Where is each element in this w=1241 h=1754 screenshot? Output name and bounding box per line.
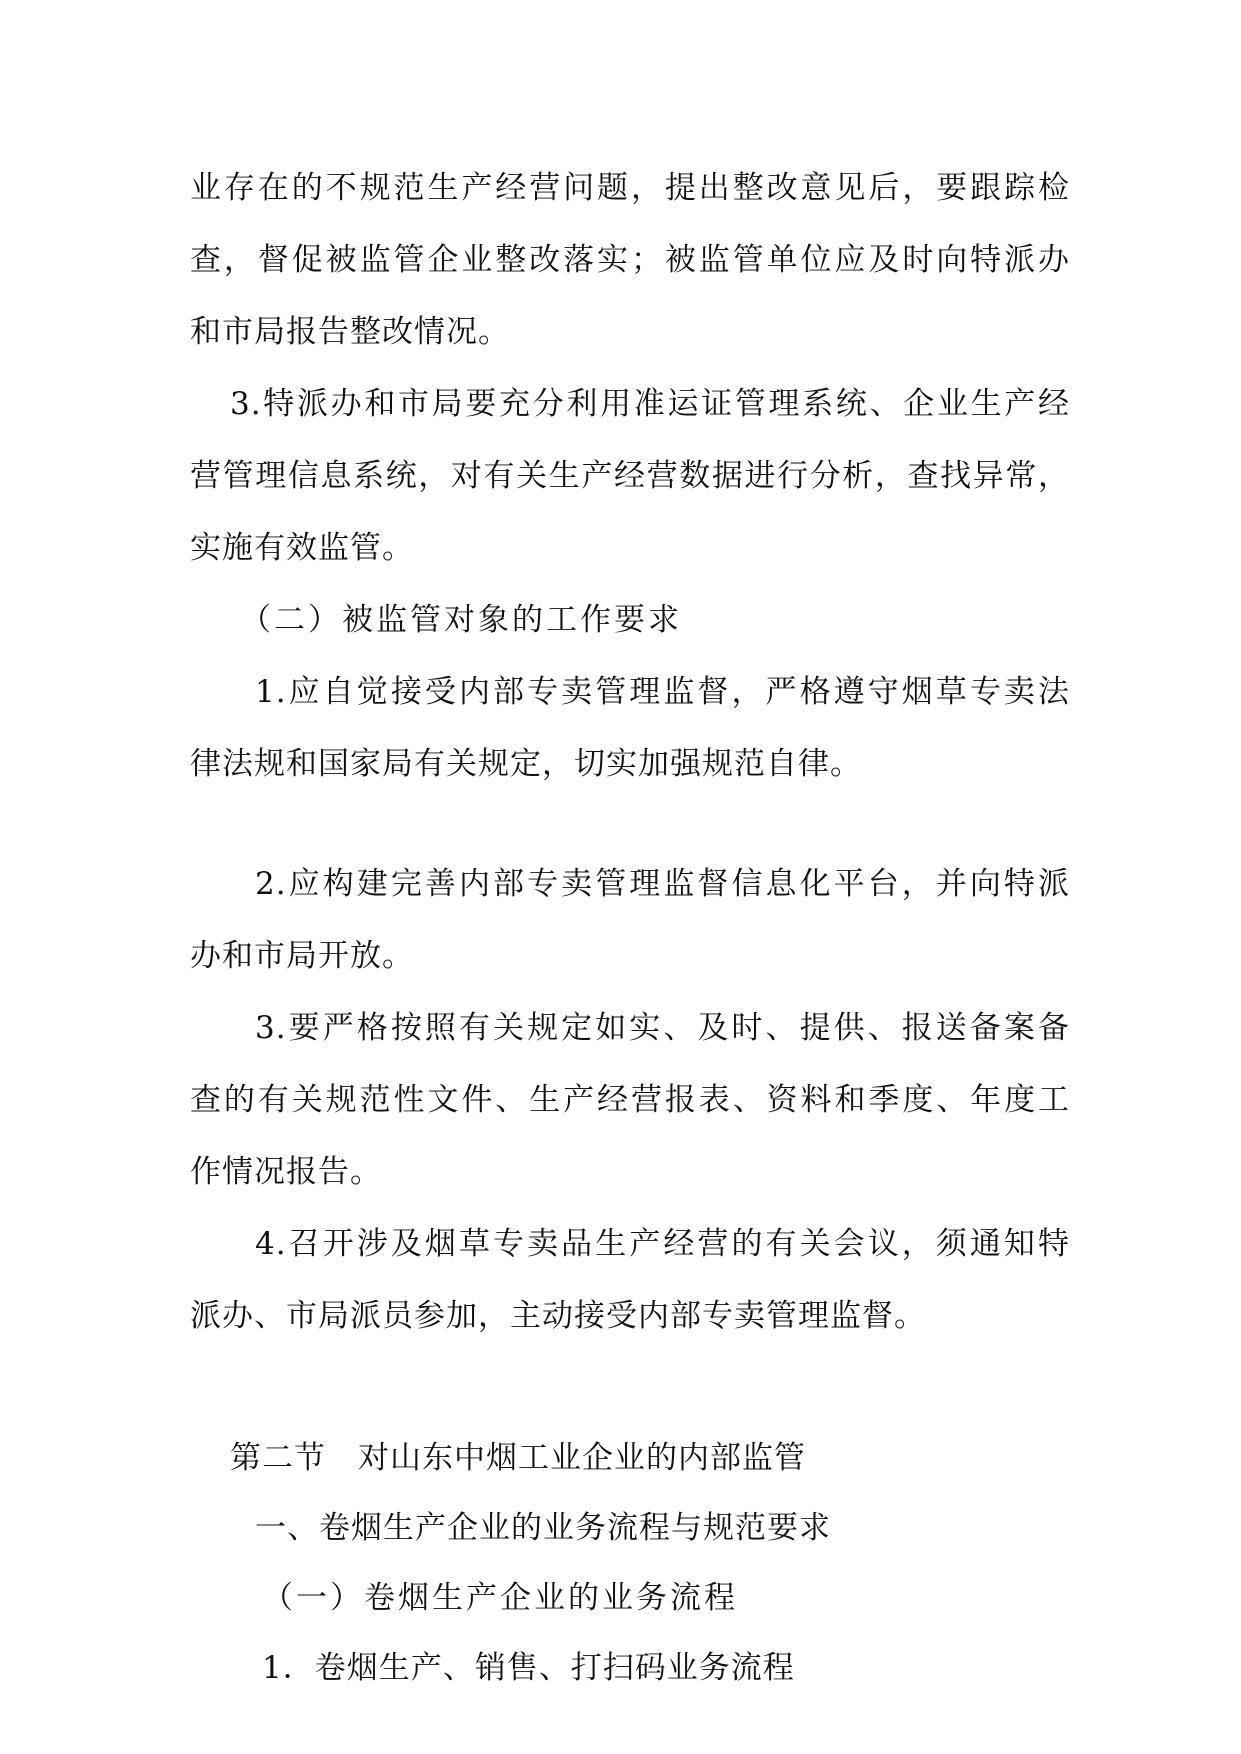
paragraph-line: 查的有关规范性文件、生产经营报表、资料和季度、年度工 [190, 1082, 1070, 1118]
paragraph-line: 派办、市局派员参加，主动接受内部专卖管理监督。 [190, 1298, 926, 1334]
paragraph-line: 律法规和国家局有关规定，切实加强规范自律。 [190, 746, 862, 782]
paragraph-line: 业存在的不规范生产经营问题，提出整改意见后，要跟踪检 [190, 170, 1070, 206]
section-heading: 第二节 对山东中烟工业企业的内部监管 [230, 1440, 806, 1476]
paragraph-line: 和市局报告整改情况。 [190, 314, 510, 350]
subheading: 1．卷烟生产、销售、打扫码业务流程 [262, 1650, 795, 1686]
paragraph-line: 实施有效监管。 [190, 530, 414, 566]
paragraph-line: 作情况报告。 [190, 1154, 382, 1190]
paragraph-line: 办和市局开放。 [190, 938, 414, 974]
subheading: （一）卷烟生产企业的业务流程 [262, 1580, 738, 1616]
paragraph-line: 1.应自觉接受内部专卖管理监督，严格遵守烟草专卖法 [255, 674, 1070, 710]
paragraph-line: 3.要严格按照有关规定如实、及时、提供、报送备案备 [255, 1010, 1070, 1046]
subsection-title: （二）被监管对象的工作要求 [240, 602, 682, 638]
paragraph-line: 查，督促被监管企业整改落实；被监管单位应及时向特派办 [190, 242, 1070, 278]
paragraph-line: 4.召开涉及烟草专卖品生产经营的有关会议，须通知特 [255, 1226, 1070, 1262]
paragraph-line: 2.应构建完善内部专卖管理监督信息化平台，并向特派 [255, 866, 1070, 902]
paragraph-line: 3.特派办和市局要充分利用准运证管理系统、企业生产经 [230, 386, 1070, 422]
subheading: 一、卷烟生产企业的业务流程与规范要求 [255, 1510, 831, 1546]
paragraph-line: 营管理信息系统，对有关生产经营数据进行分析，查找异常， [190, 458, 1070, 494]
